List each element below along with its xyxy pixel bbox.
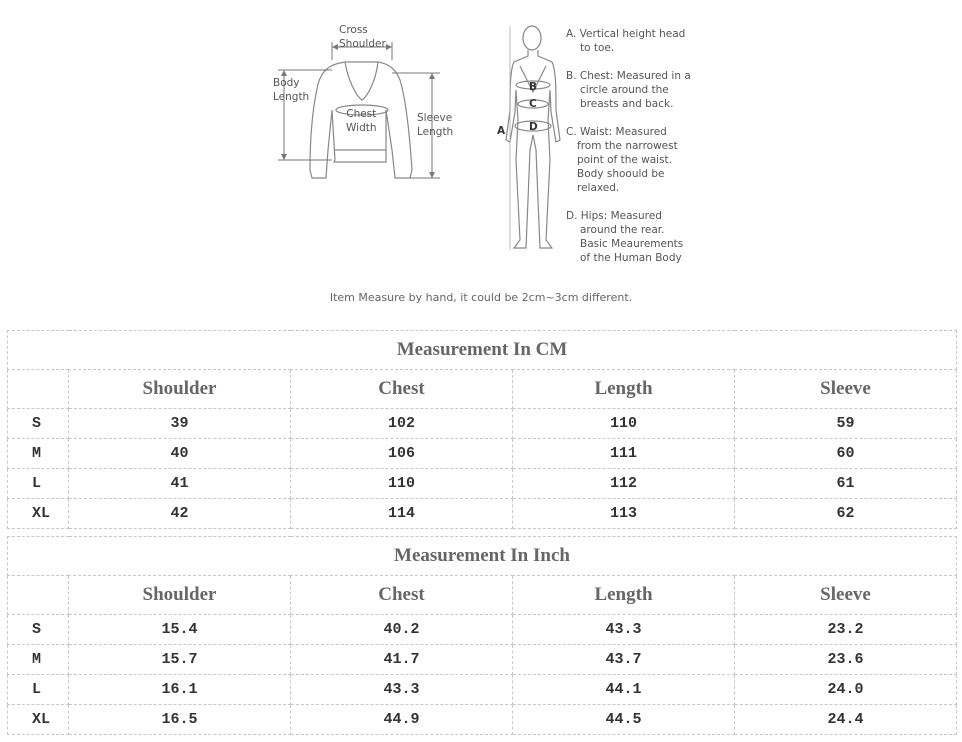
sleeve-cell: 60 — [735, 439, 957, 469]
length-cell: 113 — [513, 499, 735, 529]
table-row — [8, 675, 957, 705]
marker-a: A — [497, 125, 506, 137]
shoulder-cell: 39 — [69, 409, 291, 439]
note-b-line: B. Chest: Measured in a — [566, 70, 691, 82]
sleeve-cell: 24.0 — [735, 675, 957, 705]
table-title-row — [8, 331, 957, 370]
note-d — [566, 209, 683, 265]
note-c-line: Body shoould be — [577, 168, 665, 180]
length-cell: 44.5 — [513, 705, 735, 735]
column-header-size — [8, 370, 69, 409]
marker-b: B — [529, 81, 538, 93]
column-header-length: Length — [513, 576, 735, 615]
note-c-line: C. Waist: Measured — [566, 126, 667, 138]
column-header-shoulder: Shoulder — [69, 576, 291, 615]
column-header-sleeve: Sleeve — [735, 370, 957, 409]
chest-cell: 44.9 — [291, 705, 513, 735]
table-row — [8, 499, 957, 529]
note-c-line: from the narrowest — [577, 140, 678, 152]
sleeve-cell: 59 — [735, 409, 957, 439]
shoulder-cell: 16.5 — [69, 705, 291, 735]
sweater-illustration — [0, 0, 962, 320]
table-header-row — [8, 576, 957, 615]
length-cell: 110 — [513, 409, 735, 439]
table-row — [8, 615, 957, 645]
length-cell: 111 — [513, 439, 735, 469]
size-table-inch — [7, 536, 957, 735]
sleeve-cell: 24.4 — [735, 705, 957, 735]
marker-c: C — [529, 98, 537, 110]
note-a — [566, 27, 685, 55]
sleeve-cell: 23.6 — [735, 645, 957, 675]
cross-shoulder-label — [339, 23, 386, 51]
length-cell: 112 — [513, 469, 735, 499]
column-header-length: Length — [513, 370, 735, 409]
length-cell: 44.1 — [513, 675, 735, 705]
note-b-line: breasts and back. — [580, 98, 674, 110]
chest-width-line2: Width — [346, 122, 377, 134]
marker-d: D — [529, 121, 538, 133]
chest-cell: 114 — [291, 499, 513, 529]
size-cell: M — [8, 439, 69, 469]
shoulder-cell: 15.7 — [69, 645, 291, 675]
chest-cell: 106 — [291, 439, 513, 469]
size-cell: XL — [8, 705, 69, 735]
chest-cell: 110 — [291, 469, 513, 499]
body-length-line1: Body — [273, 77, 300, 89]
size-table-cm — [7, 330, 957, 529]
shoulder-cell: 15.4 — [69, 615, 291, 645]
cross-shoulder-line2: Shoulder — [339, 38, 386, 50]
shoulder-cell: 40 — [69, 439, 291, 469]
table-row — [8, 439, 957, 469]
note-b-line: circle around the — [580, 84, 669, 96]
size-cell: S — [8, 615, 69, 645]
sleeve-length-label — [417, 111, 453, 139]
note-d-line: D. Hips: Measured — [566, 210, 662, 222]
shoulder-cell: 16.1 — [69, 675, 291, 705]
table-title: Measurement In Inch — [8, 537, 957, 576]
note-d-line: around the rear. — [580, 224, 665, 236]
table-title: Measurement In CM — [8, 331, 957, 370]
note-c-line: relaxed. — [577, 182, 620, 194]
column-header-sleeve: Sleeve — [735, 576, 957, 615]
size-cell: S — [8, 409, 69, 439]
column-header-chest: Chest — [291, 576, 513, 615]
length-cell: 43.3 — [513, 615, 735, 645]
chest-cell: 102 — [291, 409, 513, 439]
note-b — [566, 69, 691, 111]
length-cell: 43.7 — [513, 645, 735, 675]
body-length-label — [273, 76, 309, 104]
shoulder-cell: 42 — [69, 499, 291, 529]
table-header-row — [8, 370, 957, 409]
chest-width-line1: Chest — [346, 108, 377, 120]
table-row — [8, 409, 957, 439]
shoulder-cell: 41 — [69, 469, 291, 499]
note-c-line: point of the waist. — [577, 154, 673, 166]
measurement-diagram — [0, 0, 962, 320]
column-header-size — [8, 576, 69, 615]
note-a-line: A. Vertical height head — [566, 28, 686, 40]
table-row — [8, 705, 957, 735]
body-length-line2: Length — [273, 91, 310, 103]
note-d-line: Basic Meaurements — [580, 238, 684, 250]
measure-caption: Item Measure by hand, it could be 2cm~3cm different. — [329, 291, 633, 304]
size-cell: XL — [8, 499, 69, 529]
table-title-row — [8, 537, 957, 576]
chest-cell: 43.3 — [291, 675, 513, 705]
note-c — [566, 125, 678, 195]
note-a-line: to toe. — [580, 42, 615, 54]
sleeve-cell: 62 — [735, 499, 957, 529]
chest-cell: 41.7 — [291, 645, 513, 675]
table-row — [8, 645, 957, 675]
chest-cell: 40.2 — [291, 615, 513, 645]
column-header-chest: Chest — [291, 370, 513, 409]
column-header-shoulder: Shoulder — [69, 370, 291, 409]
sleeve-length-line2: Length — [417, 126, 454, 138]
size-cell: L — [8, 675, 69, 705]
note-d-line: of the Human Body — [580, 252, 682, 264]
sleeve-cell: 61 — [735, 469, 957, 499]
sleeve-cell: 23.2 — [735, 615, 957, 645]
cross-shoulder-line1: Cross — [339, 24, 368, 36]
size-cell: M — [8, 645, 69, 675]
table-row — [8, 469, 957, 499]
sleeve-length-line1: Sleeve — [417, 112, 453, 124]
size-cell: L — [8, 469, 69, 499]
chest-width-label — [346, 107, 377, 135]
